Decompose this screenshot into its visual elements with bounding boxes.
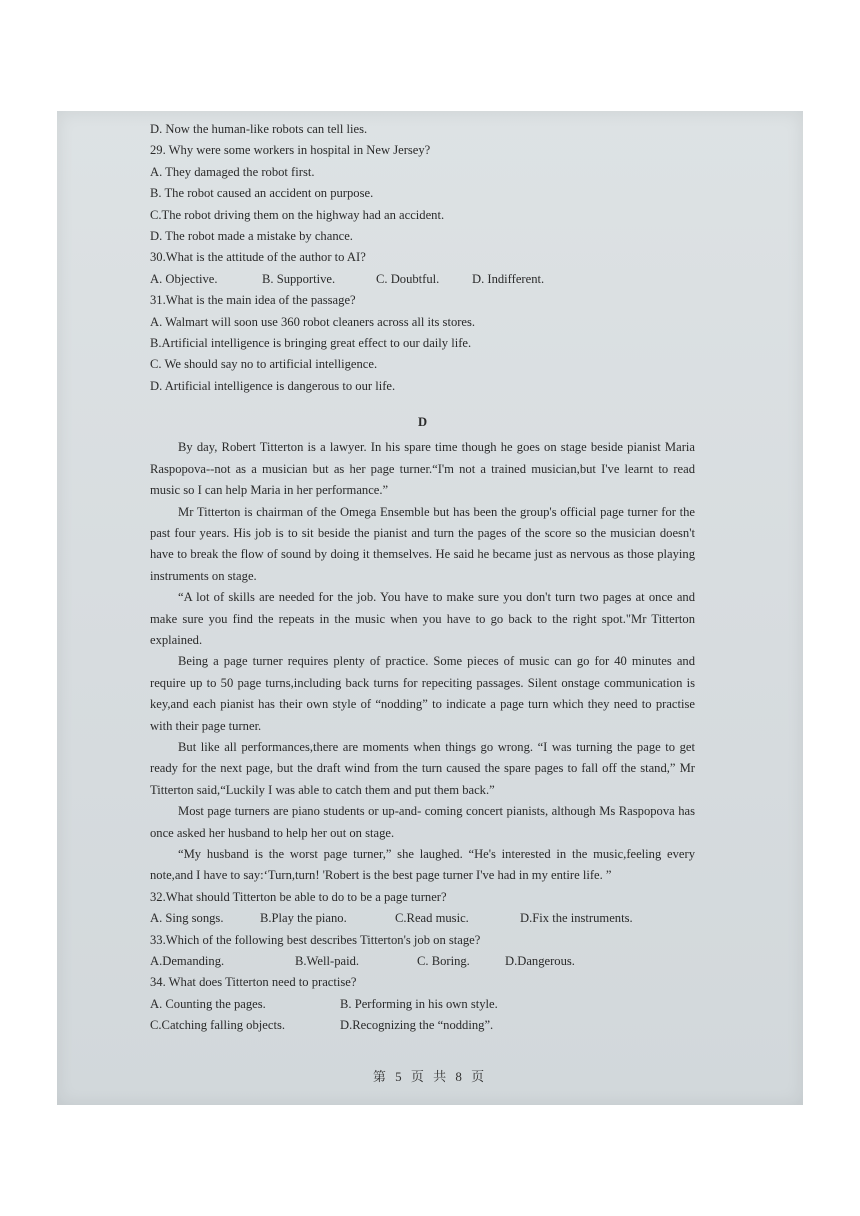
q32-option-c: C.Read music. (395, 911, 469, 926)
q34-stem: 34. What does Titterton need to practise? (150, 975, 357, 990)
passage-paragraph: “A lot of skills are needed for the job. You have to make sure you don't turn two pages at once and make sure you find the repeats in the music when you have to go back to the right spot."Mr Titterton explained. (150, 590, 695, 647)
q30-option-d: D. Indifferent. (472, 271, 545, 286)
q33-option-a: A.Demanding. (150, 954, 225, 969)
passage-paragraph: By day, Robert Titterton is a lawyer. In his spare time though he goes on stage beside pianist Maria Raspopova--not as a musician but as her page turner.“I'm not a trained musician,but I've learnt to read music so I can help Maria in her performance.” (150, 440, 695, 498)
page-footer: 第 5 页 共 8 页 (372, 1069, 488, 1084)
exam-page (57, 111, 803, 1105)
q31-stem: 31.What is the main idea of the passage? (150, 293, 356, 308)
q29-option-c: C.The robot driving them on the highway had an accident. (150, 207, 445, 222)
q29-option-d: D. The robot made a mistake by chance. (150, 229, 353, 244)
q34-option-d: D.Recognizing the “nodding”. (340, 1018, 494, 1033)
q34-options-row2 (150, 1015, 695, 1036)
q28-option-d: D. Now the human-like robots can tell lies. (150, 122, 368, 136)
passage-paragraph: Mr Titterton is chairman of the Omega Ensemble but has been the group's official page turner for the past four years. His job is to sit beside the pianist and turn the pages of the score so the musician doesn't have to break the flow of sound by doing it themselves. He said he became just as nervous as those playing instruments on stage. (150, 504, 695, 583)
q31-option-a: A. Walmart will soon use 360 robot cleaners across all its stores. (150, 314, 476, 329)
q33-option-d: D.Dangerous. (505, 954, 575, 969)
q31-option-c: C. We should say no to artificial intelligence. (150, 357, 378, 372)
passage-paragraph: Most page turners are piano students or up-and- coming concert pianists, although Ms Raspopova has once asked her husband to help her out on stage. (150, 804, 695, 840)
q29-stem: 29. Why were some workers in hospital in New Jersey? (150, 143, 431, 158)
q29-option-a: A. They damaged the robot first. (150, 164, 315, 179)
q34-options-row1 (150, 994, 695, 1015)
q30-option-a: A. Objective. (150, 271, 218, 286)
q29-option-b: B. The robot caused an accident on purpose. (150, 186, 374, 201)
q33-option-b: B.Well-paid. (295, 954, 360, 969)
q31-option-b: B.Artificial intelligence is bringing great effect to our daily life. (150, 336, 472, 351)
q30-options (150, 269, 695, 290)
q33-option-c: C. Boring. (417, 954, 470, 969)
q31-option-d: D. Artificial intelligence is dangerous to our life. (150, 378, 396, 393)
q32-option-b: B.Play the piano. (260, 911, 347, 926)
q30-option-c: C. Doubtful. (376, 271, 440, 286)
q32-stem: 32.What should Titterton be able to do to be a page turner? (150, 889, 447, 904)
q34-option-c: C.Catching falling objects. (150, 1018, 286, 1033)
passage-paragraph: But like all performances,there are moments when things go wrong. “I was turning the page to get ready for the next page, but the draft wind from the turn caused the spare pages to fall off the stand,” Mr Titterton said,“Luckily I was able to catch them and put them back.” (150, 739, 695, 797)
q32-options (150, 908, 695, 929)
q30-stem: 30.What is the attitude of the author to AI? (150, 250, 366, 265)
q34-option-a: A. Counting the pages. (150, 996, 266, 1011)
q30-option-b: B. Supportive. (262, 271, 336, 286)
section-heading: D (417, 415, 428, 430)
q33-stem: 33.Which of the following best describes Titterton's job on stage? (150, 932, 481, 947)
q33-options (150, 951, 695, 972)
q32-option-d: D.Fix the instruments. (520, 911, 633, 926)
q32-option-a: A. Sing songs. (150, 911, 224, 926)
passage-paragraph: “My husband is the worst page turner,” she laughed. “He's interested in the music,feeling every note,and I have to say:‘Turn,turn! 'Robert is the best page turner I've had in my entire life. ” (150, 847, 695, 883)
passage-paragraph: Being a page turner requires plenty of practice. Some pieces of music can go for 40 minutes and require up to 50 page turns,including back turns for repeciting passages. Silent onstage communication is key,and each pianist has their own style of “nodding” to indicate a page turn which they need to practise with their page turner. (150, 654, 695, 733)
q34-option-b: B. Performing in his own style. (340, 996, 498, 1011)
page-content (150, 119, 695, 1037)
